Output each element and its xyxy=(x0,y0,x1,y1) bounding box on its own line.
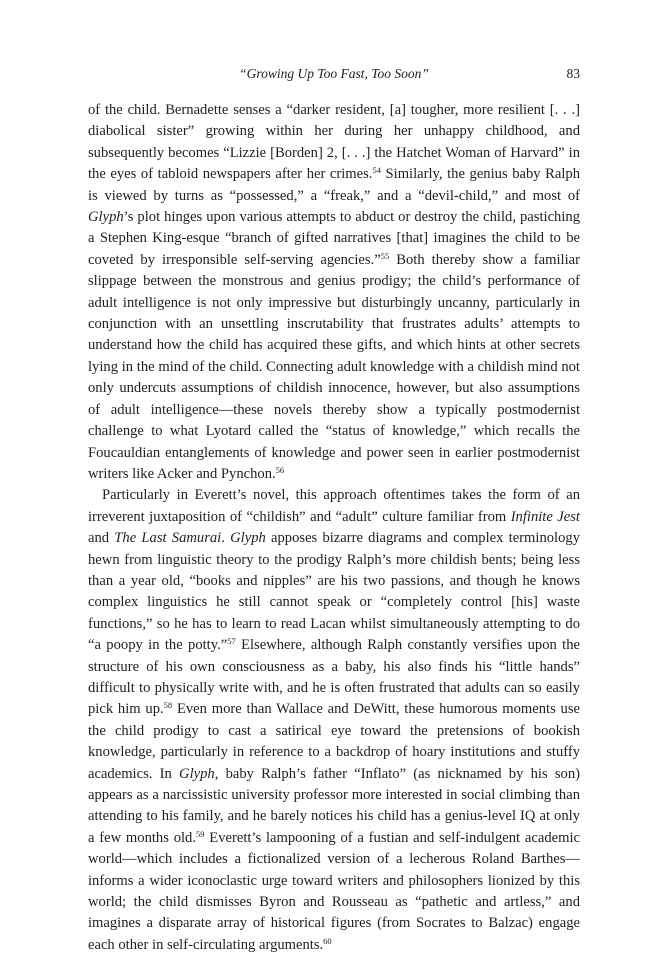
text-run: and xyxy=(88,530,115,547)
footnote-ref: 58 xyxy=(163,700,173,711)
italic-title: Infinite Jest xyxy=(510,508,580,525)
text-run: ’s plot hinges upon various attempts to abduct or destroy the child, pastiching a Stephen King-esque “branch of gifted narratives [that] imagines the child to be coveted by irresponsible self-serving agencies.” xyxy=(88,209,580,268)
text-run: , baby Ralph’s father “Inflato” (as nicknamed by his son) appears as a narcissistic university professor more interested in social climbing than attending to his family, and he barely notices his child has a genius-level IQ at only a few months old. xyxy=(88,765,580,846)
running-header xyxy=(88,66,580,86)
italic-title: Glyph xyxy=(230,530,266,547)
paragraph xyxy=(88,485,580,956)
text-run: Similarly, the genius baby Ralph is viewed by turns as “possessed,” a “freak,” and a “devil-child,” and most of xyxy=(88,166,580,204)
page-number: 83 xyxy=(566,66,580,81)
text-run: of the child. Bernadette senses a “darker resident, [a] tougher, more resilient [. . .] diabolical sister” growing within her during her unhappy childhood, and subsequently becomes “Lizzie [Borden] 2, [. . .] the Hatchet Woman of Harvard” in the eyes of tabloid newspapers after her crimes. xyxy=(88,102,580,183)
text-run: Everett’s lampooning of a fustian and self-indulgent academic world—which includes a fictionalized version of a lecherous Roland Barthes—informs a wider iconoclastic urge toward writers and philosophers lionized by this world; the child dismisses Byron and Rousseau as “pathetic and artless,” and imagines a disparate array of historical figures (from Socrates to Balzac) engage each other in self-circulating arguments. xyxy=(88,829,580,953)
footnote-ref: 59 xyxy=(196,828,205,839)
footnote-ref: 60 xyxy=(323,935,332,946)
text-run: Even more than Wallace and DeWitt, these humorous moments use the child prodigy to cast a satirical eye toward the pretensions of bookish knowledge, particularly in reference to a backdrop of hoary institutions and stuffy academics. In xyxy=(88,701,580,782)
text-run: apposes bizarre diagrams and complex terminology hewn from linguistic theory to the prodigy Ralph’s more childish bents; being less than a year old, “books and nipples” are his two passions, and though he knows complex linguistics he still cannot speak or “completely control [his] waste functions,” so he has to learn to read Lacan whilst simultaneously attempting to do “a poopy in the potty.” xyxy=(88,530,580,654)
italic-title: Glyph xyxy=(88,209,124,226)
footnote-ref: 55 xyxy=(380,250,390,261)
running-title: “Growing Up Too Fast, Too Soon” xyxy=(239,66,429,81)
text-run: Particularly in Everett’s novel, this approach oftentimes takes the form of an irreverent juxtaposition of “childish” and “adult” culture familiar from xyxy=(88,487,580,525)
footnote-ref: 56 xyxy=(275,464,285,475)
text-run: . xyxy=(221,530,231,547)
body-text xyxy=(88,100,580,956)
text-run: Both thereby show a familiar slippage between the monstrous and genius prodigy; the child’s performance of adult intelligence is not only impressive but disturbingly uncanny, particularly in conjunction with an unsettling inscrutability that frustrates adults’ attempts to understand how the child has acquired these gifts, and which hints at other secrets lying in the mind of the child. Connecting adult knowledge with a childish mind not only undercuts assumptions of childish innocence, however, but also assumptions of adult intelligence—these novels thereby show a typically postmodernist challenge to what Lyotard called the “status of knowledge,” which recalls the Foucauldian entanglements of knowledge and power seen in earlier postmodernist writers like Acker and Pynchon. xyxy=(88,251,580,482)
paragraph xyxy=(88,100,580,485)
footnote-ref: 57 xyxy=(227,636,236,647)
footnote-ref: 54 xyxy=(372,165,381,176)
text-run: Elsewhere, although Ralph constantly versifies upon the structure of his own consciousness as a baby, his also finds his “little hands” difficult to physically write with, and he is often frustrated that adults can so easily pick him up. xyxy=(88,637,580,718)
italic-title: The Last Samurai xyxy=(114,530,222,547)
italic-title: Glyph xyxy=(179,765,215,782)
